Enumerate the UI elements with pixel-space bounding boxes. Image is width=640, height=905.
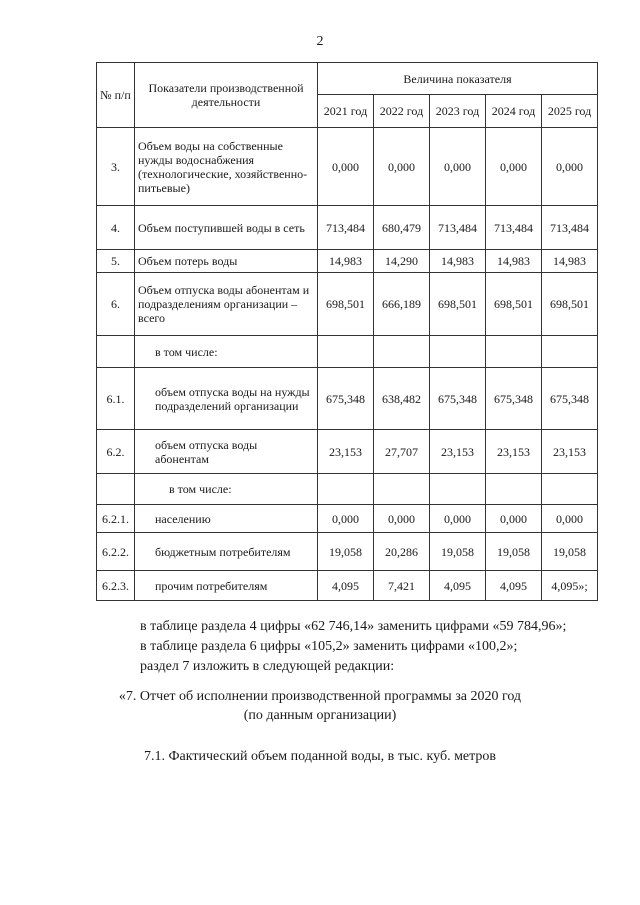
row-value: 0,000 xyxy=(430,505,486,533)
row-value: 0,000 xyxy=(486,505,542,533)
header-value-group: Величина показателя xyxy=(318,63,598,95)
row-value: 0,000 xyxy=(374,505,430,533)
row-value xyxy=(542,336,598,368)
amendment-line: в таблице раздела 4 цифры «62 746,14» заменить цифрами «59 784,96»; xyxy=(140,619,567,634)
row-value: 675,348 xyxy=(542,368,598,430)
row-num: 6.2.2. xyxy=(97,533,135,571)
row-value xyxy=(374,336,430,368)
row-value: 0,000 xyxy=(318,505,374,533)
row-value: 19,058 xyxy=(486,533,542,571)
row-value: 23,153 xyxy=(486,430,542,474)
row-name: в том числе: xyxy=(135,336,318,368)
row-name: Объем поступившей воды в сеть xyxy=(135,206,318,250)
row-value: 698,501 xyxy=(486,273,542,336)
table-row xyxy=(97,128,598,206)
row-value: 698,501 xyxy=(542,273,598,336)
row-value: 7,421 xyxy=(374,571,430,601)
row-value xyxy=(486,474,542,505)
header-year: 2023 год xyxy=(430,95,486,128)
row-num: 4. xyxy=(97,206,135,250)
row-value: 14,983 xyxy=(542,250,598,273)
row-value: 23,153 xyxy=(318,430,374,474)
row-value: 14,983 xyxy=(318,250,374,273)
production-indicators-table xyxy=(96,62,598,601)
table-row xyxy=(97,250,598,273)
row-value: 27,707 xyxy=(374,430,430,474)
row-value xyxy=(430,336,486,368)
row-name: объем отпуска воды абонентам xyxy=(135,430,318,474)
row-name: прочим потребителям xyxy=(135,571,318,601)
row-value: 19,058 xyxy=(542,533,598,571)
section-title-line: «7. Отчет об исполнении производственной программы за 2020 год xyxy=(118,689,522,704)
row-value xyxy=(374,474,430,505)
row-value: 20,286 xyxy=(374,533,430,571)
row-value: 638,482 xyxy=(374,368,430,430)
row-num: 3. xyxy=(97,128,135,206)
row-value: 4,095 xyxy=(486,571,542,601)
row-num: 6.2. xyxy=(97,430,135,474)
row-num xyxy=(97,474,135,505)
row-name: объем отпуска воды на нужды подразделений организации xyxy=(135,368,318,430)
row-num: 6. xyxy=(97,273,135,336)
section-title xyxy=(0,687,640,725)
row-value: 713,484 xyxy=(486,206,542,250)
table-row xyxy=(97,336,598,368)
table-row xyxy=(97,430,598,474)
row-value xyxy=(486,336,542,368)
row-num: 5. xyxy=(97,250,135,273)
table-row xyxy=(97,474,598,505)
row-value: 0,000 xyxy=(318,128,374,206)
amendment-line: раздел 7 изложить в следующей редакции: xyxy=(140,659,395,674)
row-value: 713,484 xyxy=(542,206,598,250)
header-indicator-name: Показатели производственной деятельности xyxy=(135,63,318,128)
header-year: 2025 год xyxy=(542,95,598,128)
row-value: 698,501 xyxy=(318,273,374,336)
amendments-text xyxy=(140,617,566,677)
header-year: 2021 год xyxy=(318,95,374,128)
row-value: 19,058 xyxy=(318,533,374,571)
row-value: 0,000 xyxy=(542,128,598,206)
header-year: 2024 год xyxy=(486,95,542,128)
row-value: 19,058 xyxy=(430,533,486,571)
row-name: Объем отпуска воды абонентам и подразделениям организации – всего xyxy=(135,273,318,336)
row-value: 23,153 xyxy=(430,430,486,474)
row-name: Объем потерь воды xyxy=(135,250,318,273)
row-name: в том числе: xyxy=(135,474,318,505)
row-value: 4,095 xyxy=(430,571,486,601)
table-row xyxy=(97,368,598,430)
row-value: 698,501 xyxy=(430,273,486,336)
page-number: 2 xyxy=(316,34,324,49)
row-value xyxy=(542,474,598,505)
row-num: 6.2.3. xyxy=(97,571,135,601)
row-value xyxy=(318,336,374,368)
table-row xyxy=(97,206,598,250)
row-value: 23,153 xyxy=(542,430,598,474)
row-value: 4,095 xyxy=(318,571,374,601)
row-value: 713,484 xyxy=(430,206,486,250)
table-row xyxy=(97,273,598,336)
row-num: 6.2.1. xyxy=(97,505,135,533)
row-value: 0,000 xyxy=(374,128,430,206)
row-value xyxy=(318,474,374,505)
row-num xyxy=(97,336,135,368)
row-value: 0,000 xyxy=(542,505,598,533)
row-value: 0,000 xyxy=(486,128,542,206)
row-value xyxy=(430,474,486,505)
header-year: 2022 год xyxy=(374,95,430,128)
table-row xyxy=(97,505,598,533)
row-name: Объем воды на собственные нужды водоснабжения (технологические, хозяйственно-питьевые) xyxy=(135,128,318,206)
row-value: 675,348 xyxy=(430,368,486,430)
row-num: 6.1. xyxy=(97,368,135,430)
row-value: 680,479 xyxy=(374,206,430,250)
row-value: 675,348 xyxy=(318,368,374,430)
table-row xyxy=(97,533,598,571)
row-value: 713,484 xyxy=(318,206,374,250)
row-name: населению xyxy=(135,505,318,533)
row-name: бюджетным потребителям xyxy=(135,533,318,571)
row-value: 675,348 xyxy=(486,368,542,430)
subsection-title: 7.1. Фактический объем поданной воды, в тыс. куб. метров xyxy=(143,749,497,764)
amendment-line: в таблице раздела 6 цифры «105,2» заменить цифрами «100,2»; xyxy=(140,639,518,654)
row-value: 14,983 xyxy=(486,250,542,273)
row-value: 0,000 xyxy=(430,128,486,206)
row-value: 14,290 xyxy=(374,250,430,273)
section-title-line: (по данным организации) xyxy=(243,708,397,723)
table-row xyxy=(97,571,598,601)
header-num: № п/п xyxy=(97,63,135,128)
row-value: 4,095»; xyxy=(542,571,598,601)
row-value: 666,189 xyxy=(374,273,430,336)
row-value: 14,983 xyxy=(430,250,486,273)
